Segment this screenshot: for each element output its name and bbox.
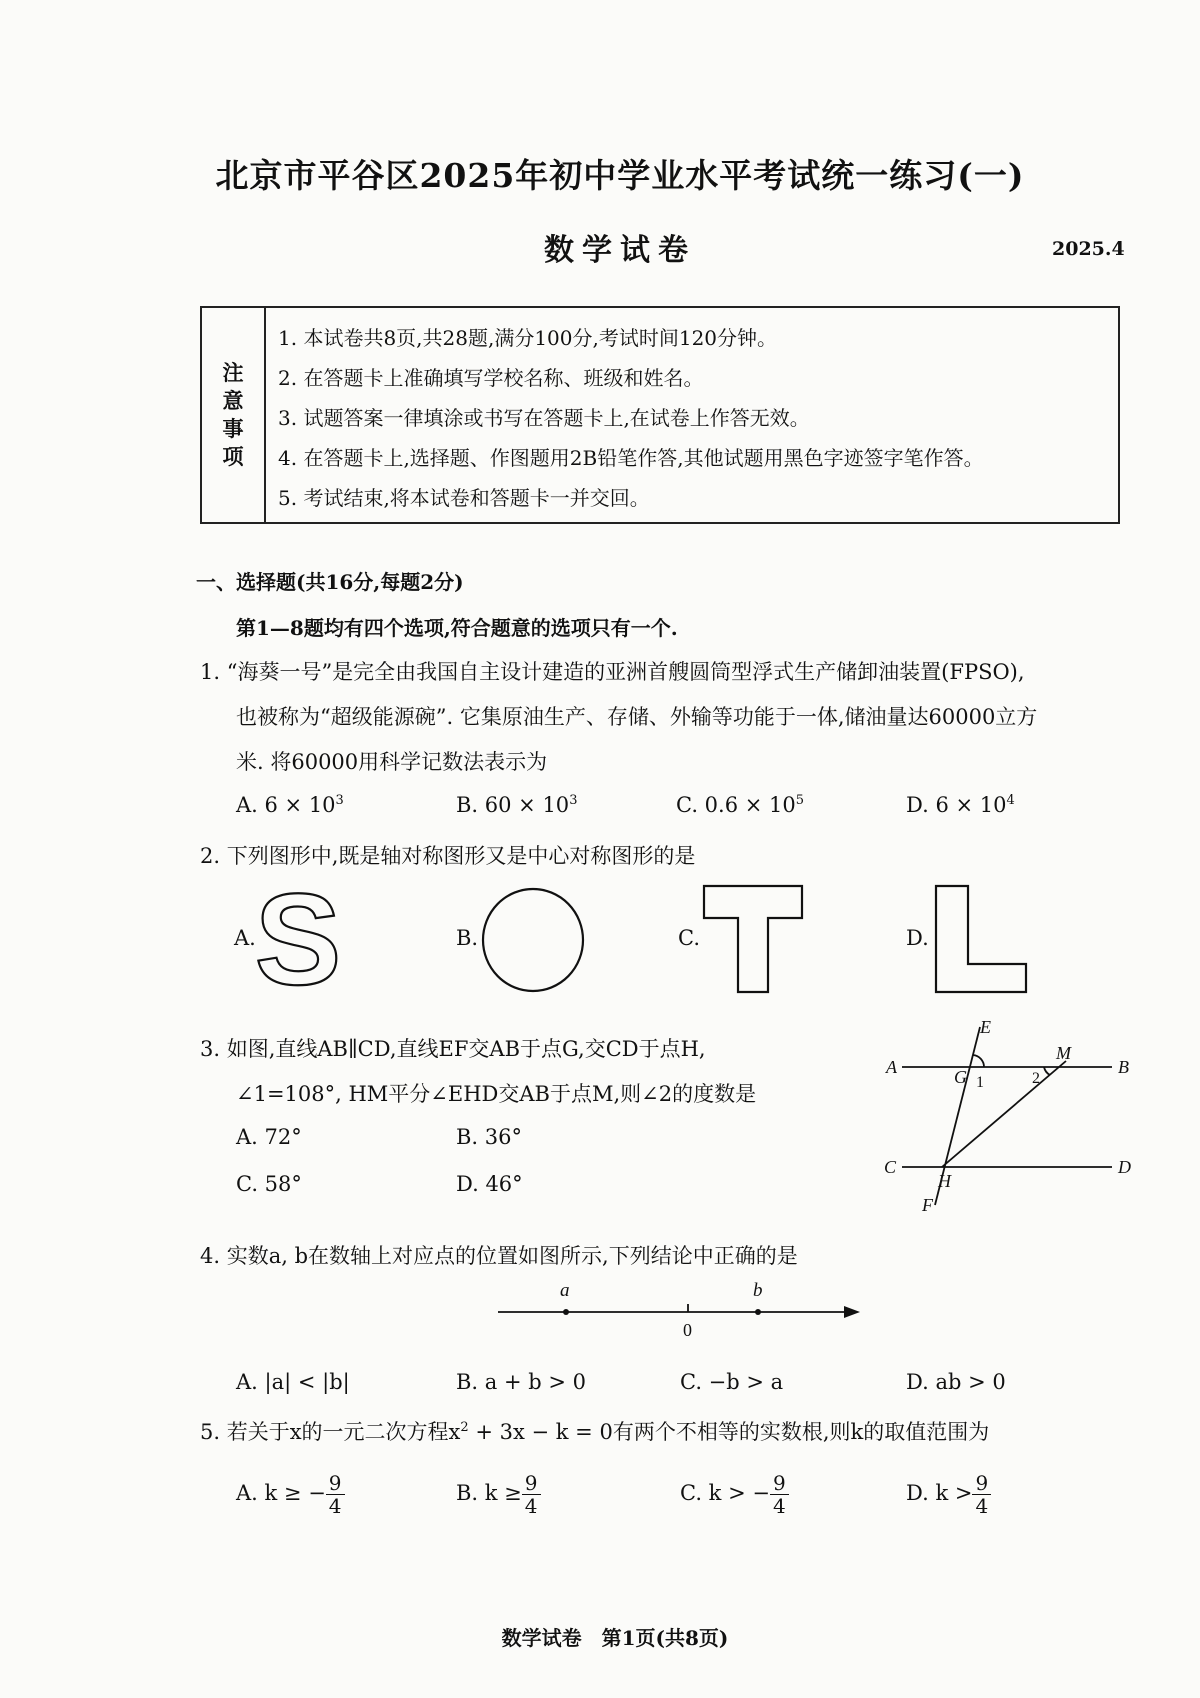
q2-letter-s: S bbox=[254, 880, 342, 998]
notice-label bbox=[202, 308, 266, 522]
q5-option-d[interactable]: D. k > $\frac{9}{4}$ bbox=[906, 1472, 991, 1517]
q4-text: 4. 实数a, b在数轴上对应点的位置如图所示,下列结论中正确的是 bbox=[200, 1244, 798, 1268]
q3-option-c[interactable]: C. 58° bbox=[236, 1172, 302, 1196]
notice-item: 4. 在答题卡上,选择题、作图题用2B铅笔作答,其他试题用黑色字迹签字笔作答。 bbox=[278, 446, 984, 470]
q3-option-d[interactable]: D. 46° bbox=[456, 1172, 523, 1196]
q2-option-c-label[interactable]: C. bbox=[678, 926, 700, 950]
label-b: b bbox=[753, 1280, 763, 1301]
notice-item: 3. 试题答案一律填涂或书写在答题卡上,在试卷上作答无效。 bbox=[278, 406, 810, 430]
notice-items bbox=[278, 318, 1112, 518]
section-heading: 一、选择题(共16分,每题2分) bbox=[196, 570, 464, 594]
q2-shape-s bbox=[248, 880, 348, 998]
page-footer: 数学试卷 第1页(共8页) bbox=[501, 1626, 729, 1650]
q5-option-a[interactable]: A. k ≥ − $\frac{9}{4}$ bbox=[236, 1472, 345, 1517]
q5-option-c[interactable]: C. k > − $\frac{9}{4}$ bbox=[680, 1472, 789, 1517]
q2-text: 2. 下列图形中,既是轴对称图形又是中心对称图形的是 bbox=[200, 844, 696, 868]
q2-circle bbox=[483, 889, 583, 991]
q1-option-b[interactable]: B. $60 \times 10^3$ bbox=[456, 793, 578, 817]
q1-option-d[interactable]: D. $6 \times 10^4$ bbox=[906, 793, 1015, 817]
label-d: D bbox=[1118, 1157, 1131, 1177]
q1-line2: 也被称为“超级能源碗”. 它集原油生产、存储、外输等功能于一体,储油量达60000立方 bbox=[236, 705, 1038, 729]
label-b: B bbox=[1118, 1057, 1129, 1077]
label-h: H bbox=[938, 1171, 951, 1191]
q1-option-a[interactable]: A. $6 \times 10^3$ bbox=[236, 793, 344, 817]
notice-label-char: 项 bbox=[222, 444, 244, 469]
q2-shape-t bbox=[702, 884, 806, 996]
q4-option-c[interactable]: C. −b > a bbox=[680, 1370, 784, 1394]
notice-item: 2. 在答题卡上准确填写学校名称、班级和姓名。 bbox=[278, 366, 704, 390]
notice-label-char: 注 bbox=[222, 360, 244, 385]
q1-line1: 1. “海葵一号”是完全由我国自主设计建造的亚洲首艘圆筒型浮式生产储卸油装置(FPSO), bbox=[200, 660, 1025, 684]
q1-line3: 米. 将60000用科学记数法表示为 bbox=[236, 750, 548, 774]
point-a bbox=[563, 1309, 569, 1315]
label-e: E bbox=[980, 1017, 991, 1037]
q3-option-b[interactable]: B. 36° bbox=[456, 1125, 523, 1149]
label-f: F bbox=[922, 1195, 933, 1215]
notice-box bbox=[200, 306, 1120, 524]
q4-number-line bbox=[490, 1280, 870, 1350]
notice-label-char: 事 bbox=[222, 416, 244, 441]
q3-option-a[interactable]: A. 72° bbox=[236, 1125, 302, 1149]
q3-line1: 3. 如图,直线AB∥CD,直线EF交AB于点G,交CD于点H, bbox=[200, 1037, 706, 1061]
angle-1-arc bbox=[973, 1055, 984, 1067]
label-g: G bbox=[954, 1067, 967, 1087]
q2-shape-o bbox=[478, 884, 588, 996]
q3-line2: ∠1=108°, HM平分∠EHD交AB于点M,则∠2的度数是 bbox=[236, 1082, 757, 1106]
notice-label-char: 意 bbox=[222, 388, 244, 413]
label-c: C bbox=[884, 1157, 897, 1177]
q4-option-b[interactable]: B. a + b > 0 bbox=[456, 1370, 586, 1394]
q2-option-d-label[interactable]: D. bbox=[906, 926, 929, 950]
label-a: a bbox=[560, 1280, 570, 1301]
q2-shape-l bbox=[930, 884, 1030, 996]
angle-2-arc bbox=[1044, 1067, 1050, 1075]
q3-figure bbox=[880, 1015, 1140, 1220]
exam-date: 2025.4 bbox=[1052, 238, 1125, 260]
q1-option-c[interactable]: C. $0.6 \times 10^5$ bbox=[676, 793, 805, 817]
label-a: A bbox=[886, 1057, 897, 1077]
q2-option-b-label[interactable]: B. bbox=[456, 926, 479, 950]
label-angle-1: 1 bbox=[976, 1074, 984, 1091]
label-m: M bbox=[1056, 1043, 1071, 1063]
q2-letter-l bbox=[936, 886, 1026, 992]
q4-option-a[interactable]: A. |a| < |b| bbox=[236, 1370, 350, 1394]
point-b bbox=[755, 1309, 761, 1315]
section-intro: 第1—8题均有四个选项,符合题意的选项只有一个. bbox=[236, 616, 678, 640]
q5-text: 5. 若关于x的一元二次方程$x^2 + 3x - k = 0$有两个不相等的实数根,则k的取值范围为 bbox=[200, 1420, 990, 1444]
notice-item: 5. 考试结束,将本试卷和答题卡一并交回。 bbox=[278, 486, 650, 510]
label-zero: 0 bbox=[683, 1320, 692, 1340]
number-line-arrow bbox=[844, 1306, 860, 1318]
q4-option-d[interactable]: D. ab > 0 bbox=[906, 1370, 1006, 1394]
label-angle-2: 2 bbox=[1032, 1070, 1040, 1087]
q2-option-a-label[interactable]: A. bbox=[234, 926, 256, 950]
page-title: 北京市平谷区2025年初中学业水平考试统一练习(一) bbox=[215, 156, 1025, 195]
q5-option-b[interactable]: B. k ≥ $\frac{9}{4}$ bbox=[456, 1472, 541, 1517]
notice-item: 1. 本试卷共8页,共28题,满分100分,考试时间120分钟。 bbox=[278, 326, 778, 350]
q2-letter-t bbox=[704, 886, 802, 992]
page-subtitle: 数学试卷 bbox=[544, 233, 696, 268]
